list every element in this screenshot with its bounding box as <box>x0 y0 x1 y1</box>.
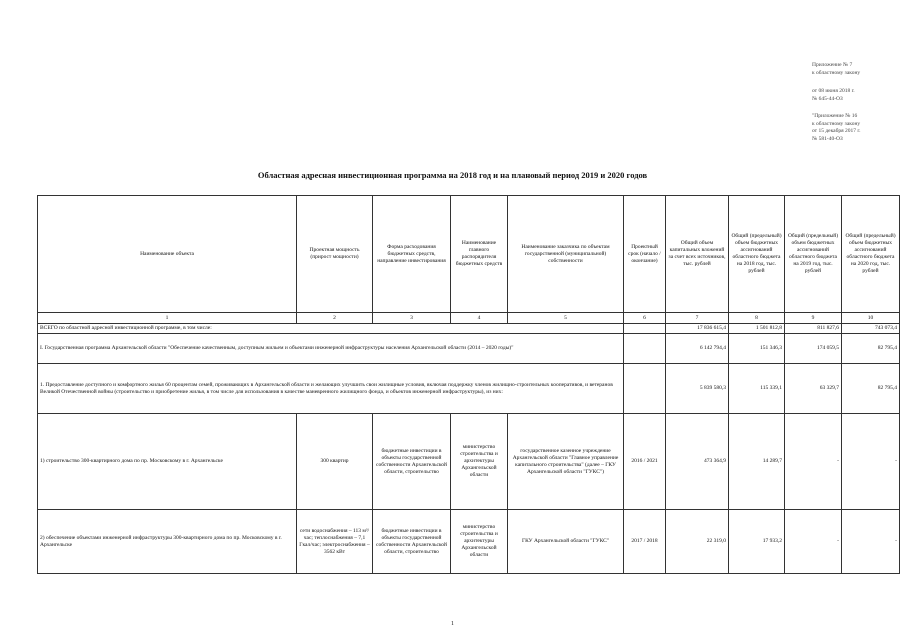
total-2018: 1 501 812,8 <box>729 324 785 334</box>
measure-label: 1. Предоставление доступного и комфортного жилья 60 процентам семей, проживающих в Архангельской области и желающих улучшить свои жилищные условия, включая поддержку членов жилищно-строительных кооперативов, и ветеранов Великой Отечественной войны (строительство и приобретение жилья, в том числе для использования в качестве маневренного жилищного фонда, и объектов инженерной инфраструктуры), из них: <box>38 364 624 414</box>
law-date: от 08 июня 2018 г. <box>812 88 855 94</box>
object-2018: 17 933,2 <box>729 510 785 574</box>
table-row <box>38 510 900 574</box>
appendix-line: Приложение № 7 <box>812 62 853 68</box>
table-row <box>38 414 900 510</box>
total-row <box>38 324 900 334</box>
header-object-name: Наименование объекта <box>38 196 297 313</box>
program-label: I. Государственная программа Архангельской области "Обеспечение качественным, доступным жильем и объектами инженерной инфраструктуры населения Архангельской области (2014 – 2020 годы)" <box>38 334 624 364</box>
header-capacity: Проектная мощность (прирост мощности) <box>297 196 373 313</box>
appendix-line: к областному закону <box>812 69 861 76</box>
column-number: 7 <box>666 313 729 324</box>
object-capacity: 300 квартир <box>297 414 373 510</box>
column-number: 1 <box>38 313 297 324</box>
empty-cell <box>624 364 666 414</box>
prev-appendix-line: к областному закону <box>812 120 861 127</box>
column-number: 2 <box>297 313 373 324</box>
previous-appendix-note <box>812 113 902 143</box>
object-name: 1) строительство 300-квартирного дома по пр. Московскому в г. Архангельске <box>38 414 297 510</box>
column-number: 6 <box>624 313 666 324</box>
measure-2019: 63 329,7 <box>785 364 842 414</box>
total-amount: 17 836 615,4 <box>666 324 729 334</box>
object-2019: - <box>785 510 842 574</box>
program-row <box>38 334 900 364</box>
appendix-note <box>812 62 902 77</box>
object-spending-form: бюджетные инвестиции в объекты государственной собственности Архангельской области, строительство <box>373 510 451 574</box>
header-budget-2019: Общий (предельный) объем бюджетных ассигнований областного бюджета на 2019 год, тыс. рублей <box>785 196 842 313</box>
program-2019: 174 059,5 <box>785 334 842 364</box>
investment-program-table <box>37 195 900 574</box>
object-budget-manager: министерство строительства и архитектуры Архангельской области <box>451 414 508 510</box>
header-customer: Наименование заказчика по объектам государственной (муниципальной) собственности <box>508 196 624 313</box>
header-budget-2018: Общий (предельный) объем бюджетных ассигнований областного бюджета на 2018 год, тыс. рублей <box>729 196 785 313</box>
column-number: 5 <box>508 313 624 324</box>
document-title: Областная адресная инвестиционная программа на 2018 год и на плановый период 2019 и 2020 годов <box>257 170 648 180</box>
column-number: 4 <box>451 313 508 324</box>
object-2018: 14 289,7 <box>729 414 785 510</box>
prev-appendix-line: № 581-40-ОЗ <box>812 135 843 142</box>
law-reference <box>812 88 902 103</box>
total-label: ВСЕГО по областной адресной инвестиционной программе, в том числе: <box>38 324 624 334</box>
column-number: 10 <box>842 313 900 324</box>
measure-2020: 82 795,4 <box>842 364 900 414</box>
header-budget-manager: Наименование главного распорядителя бюджетных средств <box>451 196 508 313</box>
page-number: 1 <box>451 621 454 627</box>
object-total: 473 364,9 <box>666 414 729 510</box>
object-term: 2017 / 2018 <box>624 510 666 574</box>
object-2019: - <box>785 414 842 510</box>
object-term: 2016 / 2021 <box>624 414 666 510</box>
object-2020: - <box>842 510 900 574</box>
measure-2018: 115 339,1 <box>729 364 785 414</box>
object-budget-manager: министерство строительства и архитектуры Архангельской области <box>451 510 508 574</box>
column-number-row <box>38 313 900 324</box>
column-number: 9 <box>785 313 842 324</box>
header-term: Проектный срок (начало / окончание) <box>624 196 666 313</box>
column-number: 8 <box>729 313 785 324</box>
total-2020: 743 073,4 <box>842 324 900 334</box>
object-spending-form: бюджетные инвестиции в объекты государственной собственности Архангельской области, строительство <box>373 414 451 510</box>
object-customer: ГКУ Архангельской области "ГУКС" <box>508 510 624 574</box>
object-2020: - <box>842 414 900 510</box>
program-total: 6 142 794,4 <box>666 334 729 364</box>
measure-row <box>38 364 900 414</box>
prev-appendix-line: от 15 декабря 2017 г. <box>812 128 861 134</box>
header-spending-form: Форма расходования бюджетных средств, направление инвестирования <box>373 196 451 313</box>
empty-cell <box>624 334 666 364</box>
object-total: 22 319,0 <box>666 510 729 574</box>
header-budget-2020: Общий (предельный) объем бюджетных ассигнований областного бюджета на 2020 год, тыс. рублей <box>842 196 900 313</box>
column-number: 3 <box>373 313 451 324</box>
header-row <box>38 196 900 313</box>
law-number: № 645-44-ОЗ <box>812 95 843 102</box>
object-capacity: сети водоснабжения – 113 м³/час; теплоснабжения – 7,1 Гкал/час; электроснабжения – 3562 кВт <box>297 510 373 574</box>
header-total-investment: Общий объем капитальных вложений за счет всех источников, тыс. рублей <box>666 196 729 313</box>
program-2018: 151 346,3 <box>729 334 785 364</box>
program-2020: 82 795,4 <box>842 334 900 364</box>
prev-appendix-line: "Приложение № 16 <box>812 113 858 119</box>
measure-total: 5 839 580,3 <box>666 364 729 414</box>
empty-cell <box>624 324 666 334</box>
total-2019: 811 827,6 <box>785 324 842 334</box>
object-customer: государственное казенное учреждение Архангельской области "Главное управление капитального строительства" (далее – ГКУ Архангельской области "ГУКС") <box>508 414 624 510</box>
object-name: 2) обеспечение объектами инженерной инфраструктуры 300-квартирного дома по пр. Московскому в г. Архангельске <box>38 510 297 574</box>
